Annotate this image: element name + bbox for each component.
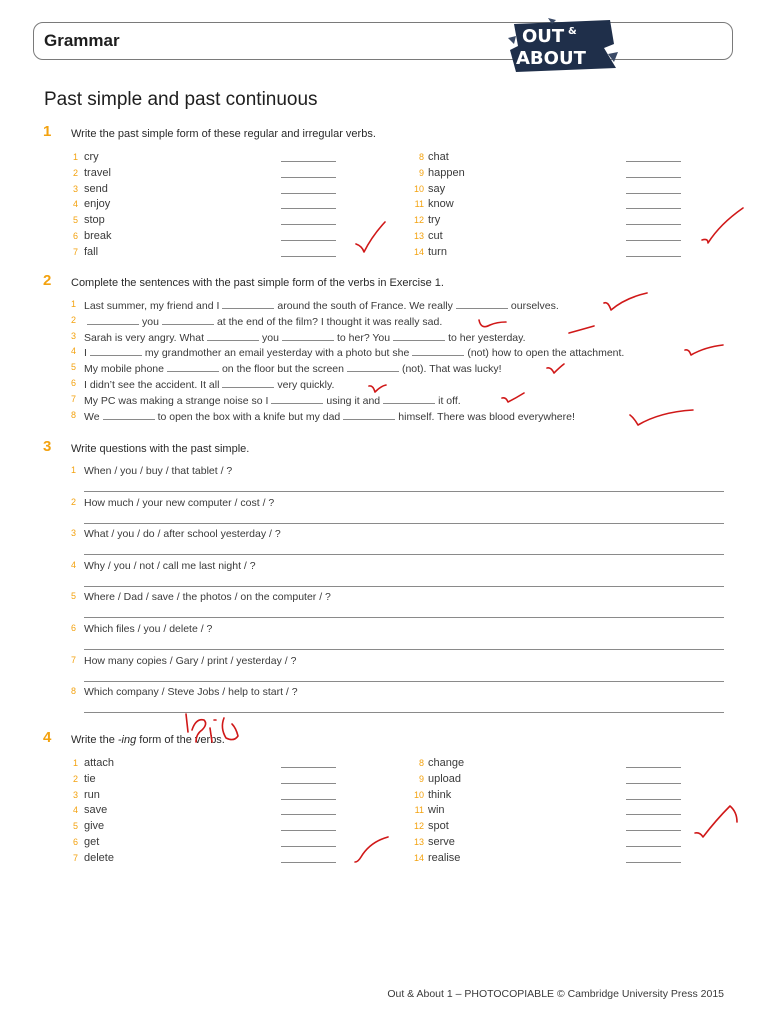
item-number: 3 (70, 528, 76, 539)
item-number: 14 (413, 246, 424, 257)
answer-gap[interactable] (393, 331, 445, 341)
answer-line[interactable] (84, 523, 724, 524)
sentence-text: Sarah is very angry. What (84, 331, 205, 344)
answer-blank[interactable] (626, 161, 681, 162)
answer-line[interactable] (84, 617, 724, 618)
footer-copyright: Out & About 1 – PHOTOCOPIABLE © Cambridge University Press 2015 (387, 988, 724, 1000)
sentence-text: ourselves. (510, 300, 559, 312)
item-number: 14 (413, 852, 424, 863)
sentence (84, 410, 575, 423)
item-number: 7 (70, 654, 76, 665)
sentence-text: My mobile phone (84, 363, 164, 376)
verb-word: give (84, 820, 105, 833)
item-number: 1 (70, 465, 76, 475)
verb-row (0, 229, 768, 243)
verb-row (0, 245, 768, 259)
answer-blank[interactable] (626, 799, 681, 800)
question-prompt: How much / your new computer / cost / ? (84, 496, 275, 509)
item-number: 9 (418, 773, 424, 784)
item-number: 8 (418, 152, 424, 162)
question-prompt: How many copies / Gary / print / yesterday / ? (84, 654, 297, 667)
item-number: 11 (414, 805, 424, 816)
answer-gap[interactable] (271, 394, 323, 404)
exercise-4-number: 4 (43, 729, 52, 746)
verb-word: serve (428, 836, 455, 848)
verb-row (0, 213, 768, 227)
sentence (84, 362, 502, 375)
item-number: 4 (70, 346, 76, 357)
sentence-text: himself. There was blood everywhere! (398, 410, 575, 423)
item-number: 4 (72, 805, 78, 816)
question-prompt: Where / Dad / save / the photos / on the computer / ? (84, 591, 331, 604)
verb-word: cry (84, 151, 99, 163)
answer-gap[interactable] (456, 299, 508, 309)
verb-word: turn (428, 245, 447, 258)
item-number: 3 (72, 789, 78, 800)
sentence-text: very quickly. (277, 379, 335, 391)
answer-line[interactable] (84, 586, 724, 587)
dash-mark (569, 326, 594, 333)
verb-word: stop (84, 214, 105, 227)
answer-blank[interactable] (626, 208, 681, 209)
sentence-text: on the floor but the screen (221, 363, 344, 376)
verb-row (0, 835, 768, 849)
answer-blank[interactable] (626, 224, 681, 225)
answer-gap[interactable] (90, 346, 142, 356)
sentence-text: you (262, 331, 279, 344)
verb-word: happen (428, 166, 465, 179)
verb-word: attach (84, 757, 114, 769)
item-number: 3 (72, 183, 78, 194)
exercise-1-instruction: Write the past simple form of these regular and irregular verbs. (71, 128, 376, 140)
item-number: 2 (72, 773, 78, 784)
answer-gap[interactable] (412, 346, 464, 356)
verb-word: know (428, 198, 454, 211)
verb-word: tie (84, 772, 96, 785)
answer-gap[interactable] (167, 362, 219, 372)
question-prompt: When / you / buy / that tablet / ? (84, 465, 233, 477)
answer-blank[interactable] (626, 814, 681, 815)
item-number: 8 (70, 409, 76, 420)
sentence (84, 331, 526, 344)
sentence-text: to her yesterday. (448, 331, 526, 344)
sentence (84, 315, 442, 328)
item-number: 12 (413, 215, 424, 226)
sentence-text: I didn’t see the accident. It all (84, 379, 220, 391)
exercise-2-number: 2 (43, 272, 52, 289)
item-number: 12 (413, 821, 424, 832)
verb-word: spot (428, 820, 449, 833)
sentence-text: to her? You (336, 331, 391, 344)
item-number: 8 (70, 686, 76, 697)
out-and-about-logo (508, 18, 618, 72)
verb-word: chat (428, 151, 449, 163)
answer-blank[interactable] (626, 830, 681, 831)
logo-about: ABOUT (516, 48, 586, 69)
verb-row (0, 756, 768, 770)
page-title: Past simple and past continuous (44, 89, 318, 110)
item-number: 13 (413, 837, 424, 847)
answer-gap[interactable] (103, 410, 155, 420)
item-number: 7 (72, 852, 78, 863)
verb-row (0, 772, 768, 786)
sentence-text: around the south of France. We really (277, 300, 453, 312)
item-number: 1 (72, 152, 78, 162)
sentence-text: My PC was making a strange noise so I (84, 394, 269, 407)
check-mark (685, 345, 723, 355)
verb-word: get (84, 836, 100, 848)
answer-gap[interactable] (383, 394, 435, 404)
item-number: 8 (418, 758, 424, 768)
item-number: 4 (72, 199, 78, 210)
answer-line[interactable] (84, 491, 724, 492)
answer-line[interactable] (84, 712, 724, 713)
answer-gap[interactable] (222, 378, 274, 388)
sentence-text: it off. (438, 394, 461, 407)
answer-blank[interactable] (626, 177, 681, 178)
item-number: 6 (70, 623, 76, 633)
exercise-1-number: 1 (43, 123, 52, 140)
sentence (84, 299, 559, 312)
answer-blank[interactable] (626, 862, 681, 863)
item-number: 11 (414, 199, 424, 210)
sentence-text: (not) how to open the attachment. (467, 347, 625, 360)
verb-word: enjoy (84, 198, 111, 211)
logo-amp: & (568, 26, 577, 37)
verb-word: change (428, 757, 465, 769)
exercise-3-instruction: Write questions with the past simple. (71, 443, 250, 455)
verb-word: fall (84, 245, 99, 258)
answer-line[interactable] (84, 554, 724, 555)
verb-word: say (428, 182, 446, 195)
exercise-3-number: 3 (43, 438, 52, 455)
tick-mark (479, 320, 506, 327)
sentence (84, 378, 334, 391)
answer-gap[interactable] (87, 315, 139, 325)
verb-row (0, 166, 768, 180)
verb-row (0, 150, 768, 164)
check-mark (604, 293, 647, 310)
answer-blank[interactable] (626, 783, 681, 784)
item-number: 6 (72, 231, 78, 241)
question-prompt: Which company / Steve Jobs / help to start / ? (84, 686, 298, 699)
verb-word: save (84, 804, 108, 817)
verb-word: try (428, 214, 441, 227)
logo-out: OUT (522, 26, 565, 47)
item-number: 7 (72, 246, 78, 257)
sentence (84, 394, 461, 407)
item-number: 3 (70, 330, 76, 341)
item-number: 5 (72, 215, 78, 226)
header-title: Grammar (44, 31, 120, 50)
sentence-text: I (84, 347, 87, 360)
answer-blank[interactable] (626, 846, 681, 847)
answer-gap[interactable] (162, 315, 214, 325)
sentence-text: Last summer, my friend and I (84, 300, 220, 312)
item-number: 6 (70, 378, 76, 388)
item-number: 2 (70, 314, 76, 325)
answer-gap[interactable] (282, 331, 334, 341)
answer-blank[interactable] (626, 240, 681, 241)
item-number: 1 (70, 299, 76, 309)
item-number: 4 (70, 559, 76, 570)
check-mark (369, 385, 386, 392)
header-bar (33, 22, 733, 60)
answer-blank[interactable] (626, 767, 681, 768)
item-number: 1 (72, 758, 78, 768)
verb-word: upload (428, 772, 462, 785)
answer-line[interactable] (84, 649, 724, 650)
answer-gap[interactable] (347, 362, 399, 372)
verb-row (0, 803, 768, 817)
answer-gap[interactable] (343, 410, 395, 420)
verb-word: travel (84, 166, 111, 179)
item-number: 7 (70, 393, 76, 404)
sentence-text: (not). That was lucky! (401, 363, 502, 376)
exercise-4-instruction: Write the -ing form of the verbs. (71, 734, 225, 746)
verb-word: break (84, 230, 112, 242)
verb-word: delete (84, 851, 114, 864)
item-number: 13 (413, 231, 424, 241)
check-mark (630, 410, 693, 425)
verb-word: cut (428, 230, 443, 242)
sentence-text: to open the box with a knife but my dad (157, 410, 341, 423)
item-number: 9 (418, 167, 424, 178)
sentence-text: at the end of the film? I thought it was really sad. (216, 315, 443, 328)
verb-row (0, 851, 768, 865)
answer-blank[interactable] (626, 256, 681, 257)
sentence-text: you (142, 315, 159, 328)
verb-row (0, 788, 768, 802)
verb-row (0, 819, 768, 833)
sentence (84, 346, 624, 359)
verb-word: send (84, 182, 108, 195)
sentence-text: my grandmother an email yesterday with a photo but she (144, 347, 410, 360)
verb-row (0, 182, 768, 196)
item-number: 5 (72, 821, 78, 832)
check-mark (547, 364, 564, 373)
item-number: 2 (70, 496, 76, 507)
item-number: 2 (72, 167, 78, 178)
verb-word: win (428, 804, 445, 817)
question-prompt: What / you / do / after school yesterday / ? (84, 528, 281, 541)
item-number: 10 (413, 789, 424, 800)
verb-word: realise (428, 851, 461, 864)
verb-word: run (84, 788, 100, 801)
question-prompt: Why / you / not / call me last night / ? (84, 559, 256, 572)
item-number: 6 (72, 837, 78, 847)
check-mark (502, 393, 524, 402)
answer-blank[interactable] (626, 193, 681, 194)
answer-line[interactable] (84, 681, 724, 682)
sentence-text: We (84, 410, 100, 423)
exercise-2-instruction: Complete the sentences with the past simple form of the verbs in Exercise 1. (71, 277, 444, 289)
answer-gap[interactable] (207, 331, 259, 341)
question-prompt: Which files / you / delete / ? (84, 623, 213, 635)
answer-gap[interactable] (222, 299, 274, 309)
sentence-text: using it and (326, 394, 381, 407)
verb-word: think (428, 788, 452, 801)
verb-row (0, 197, 768, 211)
item-number: 5 (70, 362, 76, 373)
item-number: 10 (413, 183, 424, 194)
item-number: 5 (70, 591, 76, 602)
